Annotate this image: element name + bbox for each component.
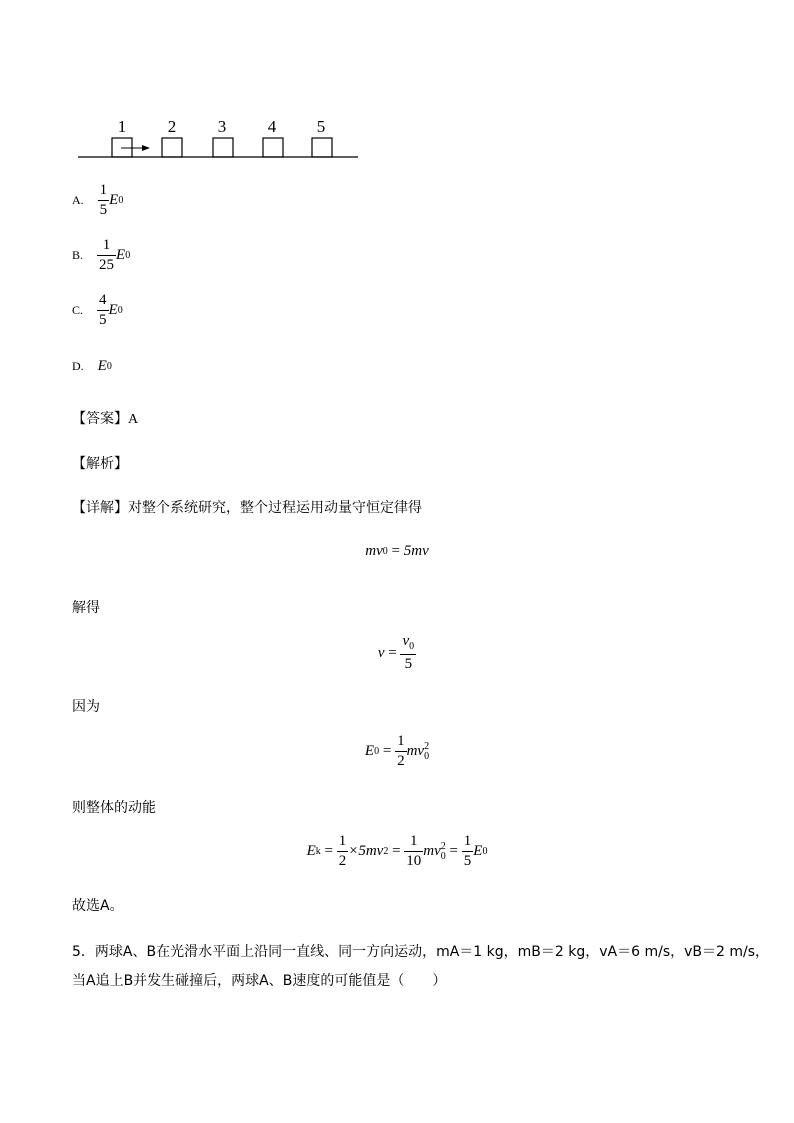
solve-label: 解得 [72, 600, 100, 616]
blocks-figure [70, 110, 370, 170]
equation-initial-energy: E 0 = $\frac{1}{2}$ mv 2 0 [364, 733, 430, 769]
fraction: $\frac{1}{5}$ [463, 833, 472, 869]
block-2 [162, 138, 182, 157]
analysis-label: 【解析】 [72, 456, 128, 472]
option-a: A. $\frac{1}{5}$ E 0 [72, 182, 124, 218]
answer-label: 【答案】 [72, 411, 128, 427]
fraction: $\frac{1}{2}$ [397, 733, 405, 769]
fraction: $\frac{1}{10}$ [406, 833, 422, 869]
detail-label: 【详解】 [72, 500, 128, 516]
block-label-2: 2 [167, 117, 177, 136]
equation-momentum: mv 0 = 5mv [365, 543, 429, 559]
detail-line [72, 497, 422, 517]
block-label-3: 3 [217, 117, 227, 136]
block-label-5: 5 [316, 117, 326, 136]
block-label-4: 4 [267, 117, 277, 136]
block-4 [263, 138, 283, 157]
option-d: D. E 0 [72, 358, 112, 374]
question-5-line-2: 当A追上B并发生碰撞后，两球A、B速度的可能值是（ ） [72, 973, 447, 989]
question-5-line-1: 5．两球A、B在光滑水平面上沿同一直线、同一方向运动，mA＝1 kg，mB＝2 kg，vA＝6 m/s，vB＝2 m/s， [72, 944, 770, 960]
block-label-1: 1 [117, 117, 127, 136]
because-label: 因为 [72, 699, 100, 715]
answer-line [72, 408, 138, 428]
option-letter: D. [72, 359, 84, 373]
equation-final-energy: E k = $\frac{1}{2}$ ×5mv 2 = $\frac{1}{10}$ mv 2 0 = $\frac{1}{5}$ E 0 [306, 833, 488, 869]
velocity-arrow-head [142, 145, 150, 151]
equation-velocity: v = $\frac{v_0}{5}$ [377, 633, 415, 672]
fraction: $\frac{1}{25}$ [99, 237, 115, 273]
fraction: $\frac{1}{5}$ [99, 182, 108, 218]
kinetic-label: 则整体的动能 [72, 800, 156, 816]
answer-value: A [128, 412, 139, 427]
option-letter: C. [72, 303, 84, 317]
fraction: $\frac{v_0}{5}$ [402, 633, 415, 672]
option-b: B. $\frac{1}{25}$ E 0 [72, 237, 131, 273]
block-5 [312, 138, 332, 157]
option-letter: A. [72, 193, 84, 207]
block-3 [213, 138, 233, 157]
fraction: $\frac{4}{5}$ [99, 292, 107, 328]
option-c: C. $\frac{4}{5}$ E 0 [72, 292, 123, 328]
detail-text: 对整个系统研究，整个过程运用动量守恒定律得 [128, 500, 422, 516]
option-letter: B. [72, 248, 84, 262]
fraction: $\frac{1}{2}$ [338, 833, 347, 869]
conclusion: 故选A。 [72, 898, 124, 914]
